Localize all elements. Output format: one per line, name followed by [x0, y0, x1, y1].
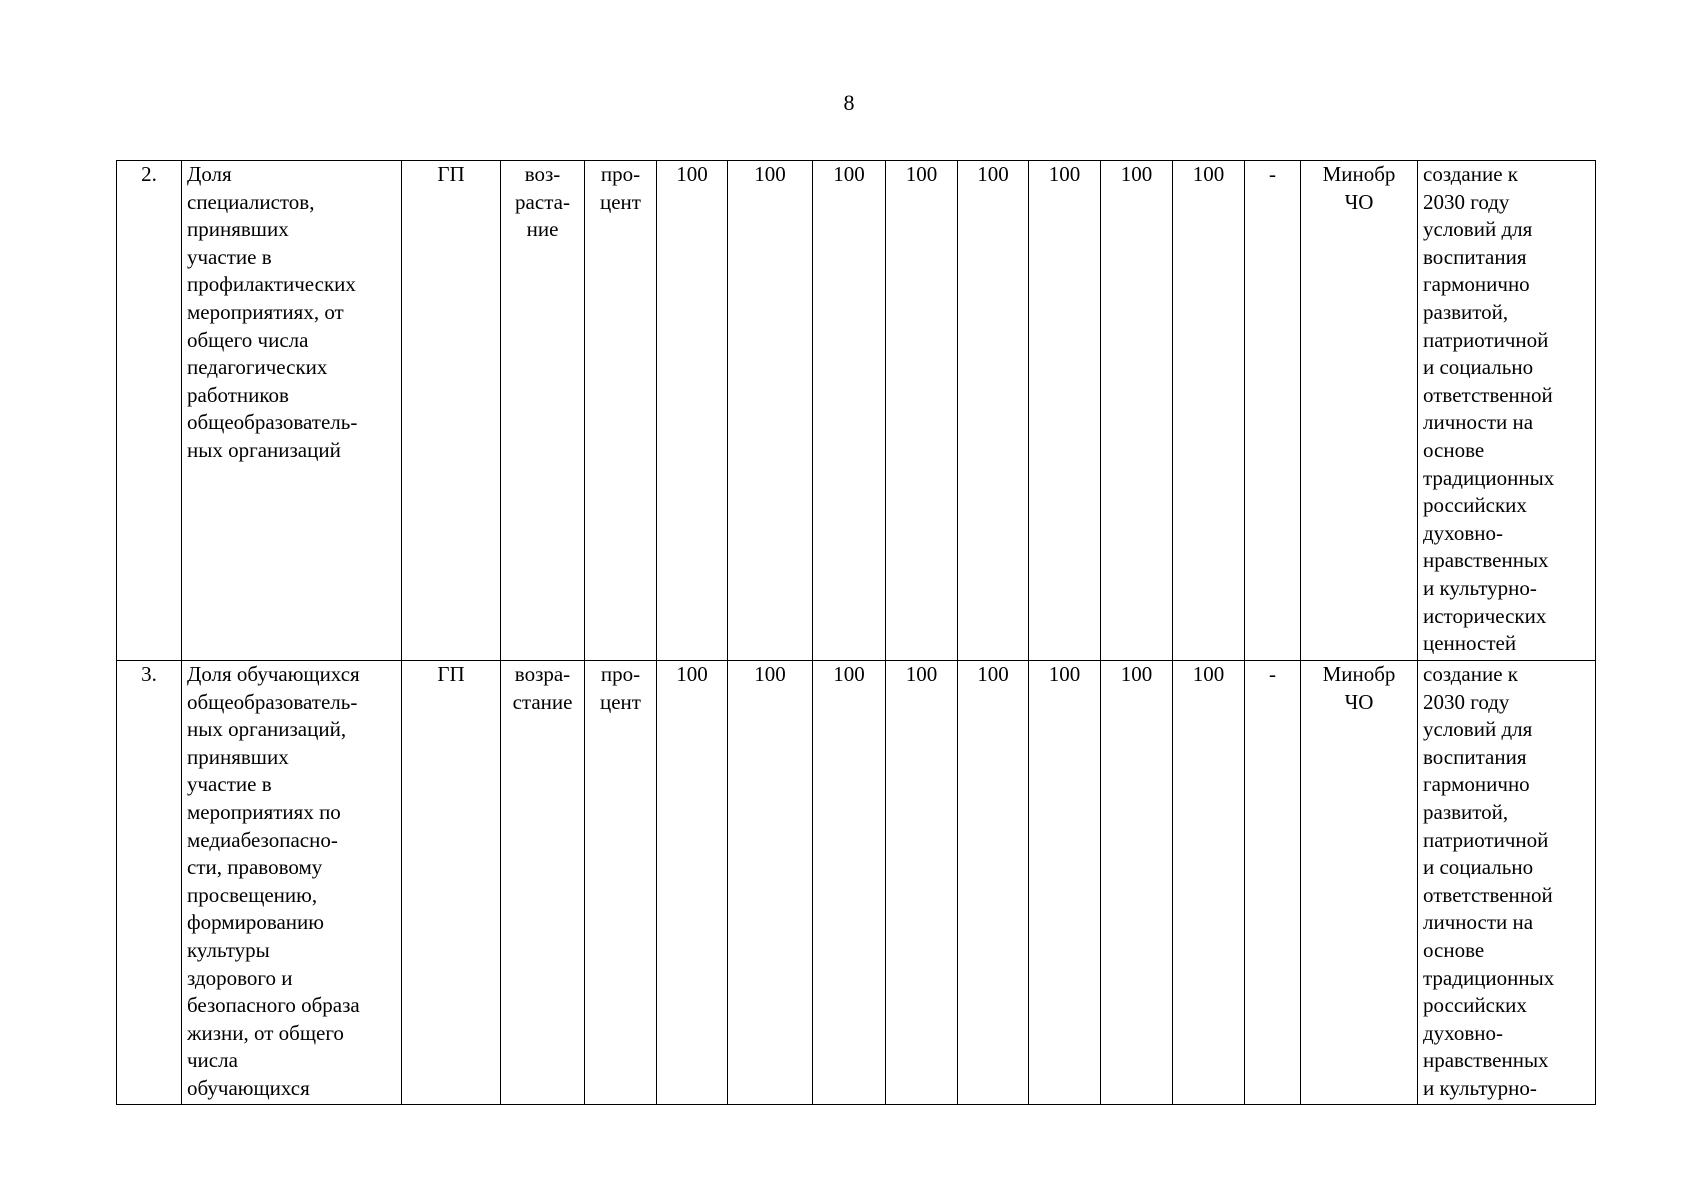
unit: про- цент: [585, 661, 657, 1105]
value-cell: 100: [886, 661, 958, 1105]
value-cell: 100: [813, 661, 886, 1105]
responsible-body: Минобр ЧО: [1301, 161, 1418, 661]
value-cell: 100: [1101, 661, 1173, 1105]
value-cell: 100: [958, 661, 1029, 1105]
national-goal: создание к 2030 году условий для воспитания гармонично развитой, патриотичной и социально ответственной личности на основе традиционных российских духовно- нравственных и культурно-: [1418, 661, 1596, 1105]
value-cell: 100: [728, 661, 813, 1105]
value-cell: 100: [813, 161, 886, 661]
responsible-body: Минобр ЧО: [1301, 661, 1418, 1105]
value-cell: 100: [1101, 161, 1173, 661]
trend-direction: воз- раста- ние: [501, 161, 585, 661]
value-cell: 100: [657, 661, 728, 1105]
value-cell: 100: [1173, 661, 1245, 1105]
value-cell: 100: [958, 161, 1029, 661]
row-number: 2.: [117, 161, 182, 661]
indicator-name: Доля обучающихся общеобразователь- ных организаций, принявших участие в мероприятиях по медиабезопасно- сти, правовому просвещению, формированию культуры здорового и безопасного образа жизни, от общего числа обучающихся: [182, 661, 402, 1105]
value-cell: 100: [1029, 661, 1101, 1105]
value-cell: 100: [728, 161, 813, 661]
page-number: 8: [843, 90, 855, 115]
dash-cell: -: [1245, 661, 1301, 1105]
table-row: [117, 161, 1596, 661]
indicators-table: [116, 160, 1596, 1105]
value-cell: 100: [1173, 161, 1245, 661]
dash-cell: -: [1245, 161, 1301, 661]
trend-direction: возра- стание: [501, 661, 585, 1105]
row-number: 3.: [117, 661, 182, 1105]
program-type: ГП: [402, 661, 501, 1105]
program-type: ГП: [402, 161, 501, 661]
value-cell: 100: [1029, 161, 1101, 661]
value-cell: 100: [886, 161, 958, 661]
indicator-name: Доля специалистов, принявших участие в профилактических мероприятиях, от общего числа педагогических работников общеобразователь- ных организаций: [182, 161, 402, 661]
unit: про- цент: [585, 161, 657, 661]
value-cell: 100: [657, 161, 728, 661]
table-row: [117, 661, 1596, 1105]
national-goal: создание к 2030 году условий для воспитания гармонично развитой, патриотичной и социально ответственной личности на основе традиционных российских духовно- нравственных и культурно- исторических ценностей: [1418, 161, 1596, 661]
